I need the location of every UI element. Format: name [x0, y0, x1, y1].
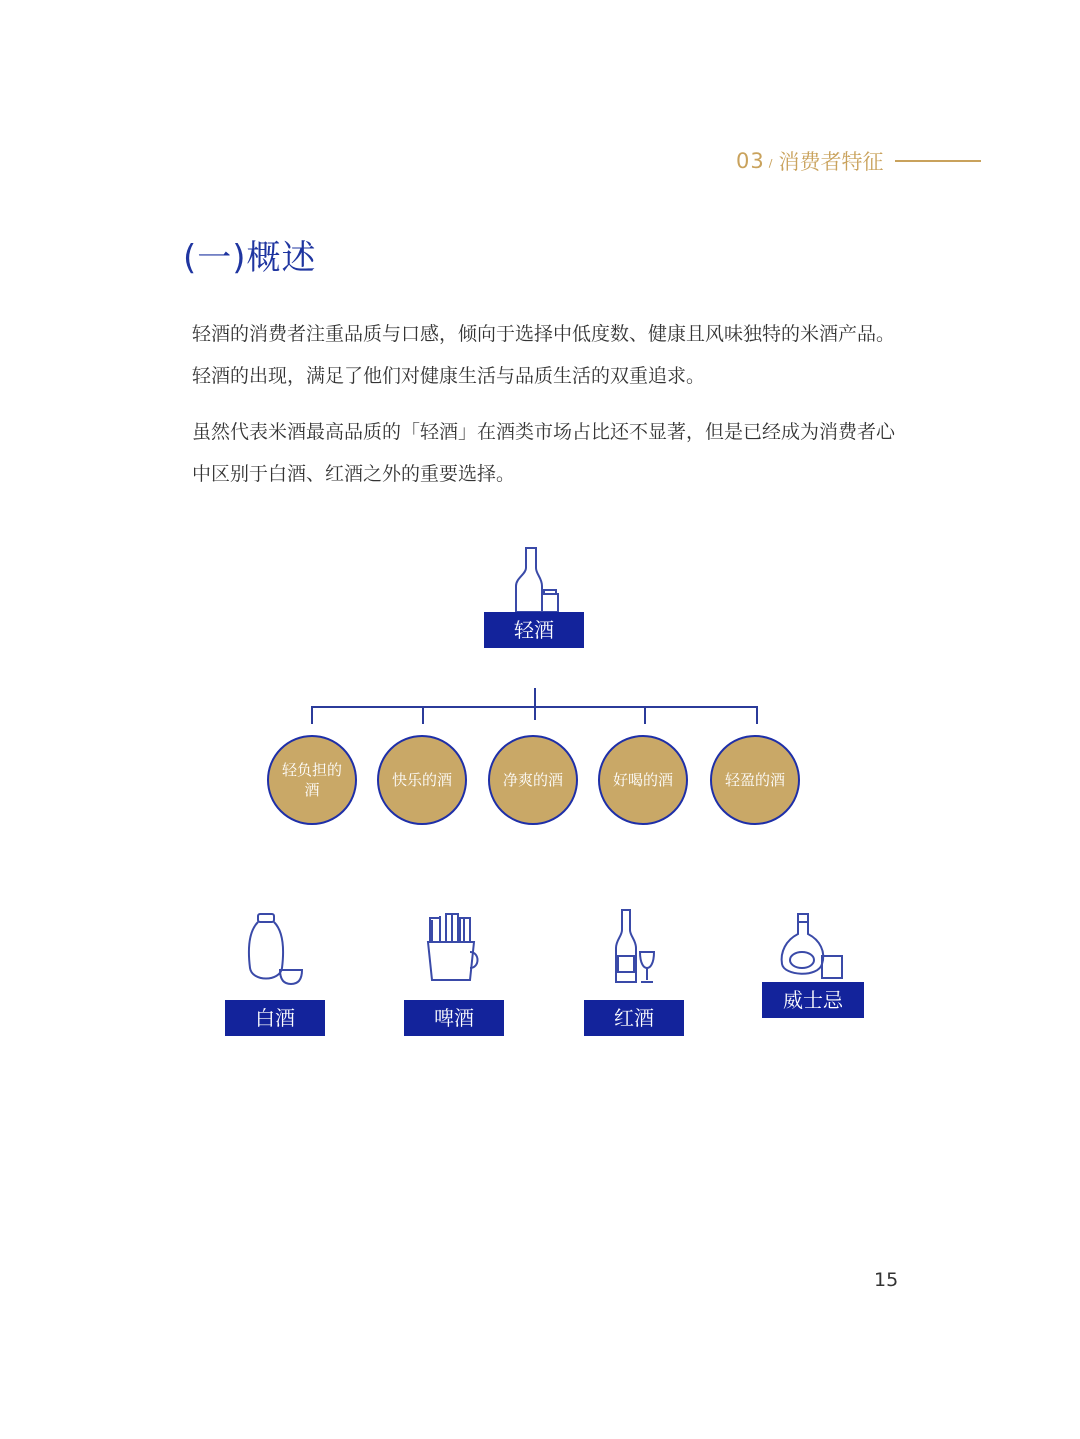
beer-bucket-icon [424, 912, 480, 984]
tree-branch-line [311, 706, 313, 724]
attribute-circle [488, 735, 578, 825]
page-title: (一)概述 [183, 238, 317, 278]
root-label: 轻酒 [484, 612, 584, 648]
tree-horizontal-line [311, 706, 758, 708]
category-label-wine: 红酒 [584, 1000, 684, 1036]
category-label-whisky: 威士忌 [762, 982, 864, 1018]
whisky-decanter-icon [778, 912, 846, 982]
attribute-label: 好喝的酒 [612, 771, 673, 789]
bottle-and-cup-icon [508, 546, 564, 614]
section-number: 03 [736, 149, 765, 173]
tree-branch-line [756, 706, 758, 724]
attribute-label: 轻负担的酒 [281, 761, 342, 799]
attribute-circle [710, 735, 800, 825]
attribute-label: 快乐的酒 [391, 771, 452, 789]
paragraph-1: 轻酒的消费者注重品质与口感，倾向于选择中低度数、健康且风味独特的米酒产品。轻酒的出现，满足了他们对健康生活与品质生活的双重追求。 [192, 323, 896, 387]
attribute-circle [267, 735, 357, 825]
attribute-circle [377, 735, 467, 825]
section-title: 消费者特征 [778, 150, 884, 174]
tree-trunk-line [534, 688, 536, 720]
section-rule [895, 160, 981, 162]
section-header [736, 146, 981, 176]
attribute-label: 净爽的酒 [502, 771, 563, 789]
category-label-beer: 啤酒 [404, 1000, 504, 1036]
section-separator: / [768, 156, 773, 170]
wine-bottle-glass-icon [610, 908, 660, 986]
page-number: 15 [874, 1269, 899, 1291]
paragraph-2: 虽然代表米酒最高品质的「轻酒」在酒类市场占比还不显著，但是已经成为消费者心中区别于白酒、红酒之外的重要选择。 [192, 421, 896, 485]
attribute-label: 轻盈的酒 [724, 771, 785, 789]
tree-branch-line [422, 706, 424, 724]
category-label-baijiu: 白酒 [225, 1000, 325, 1036]
attribute-circle [598, 735, 688, 825]
tree-branch-line [644, 706, 646, 724]
baijiu-bottle-icon [246, 912, 306, 988]
